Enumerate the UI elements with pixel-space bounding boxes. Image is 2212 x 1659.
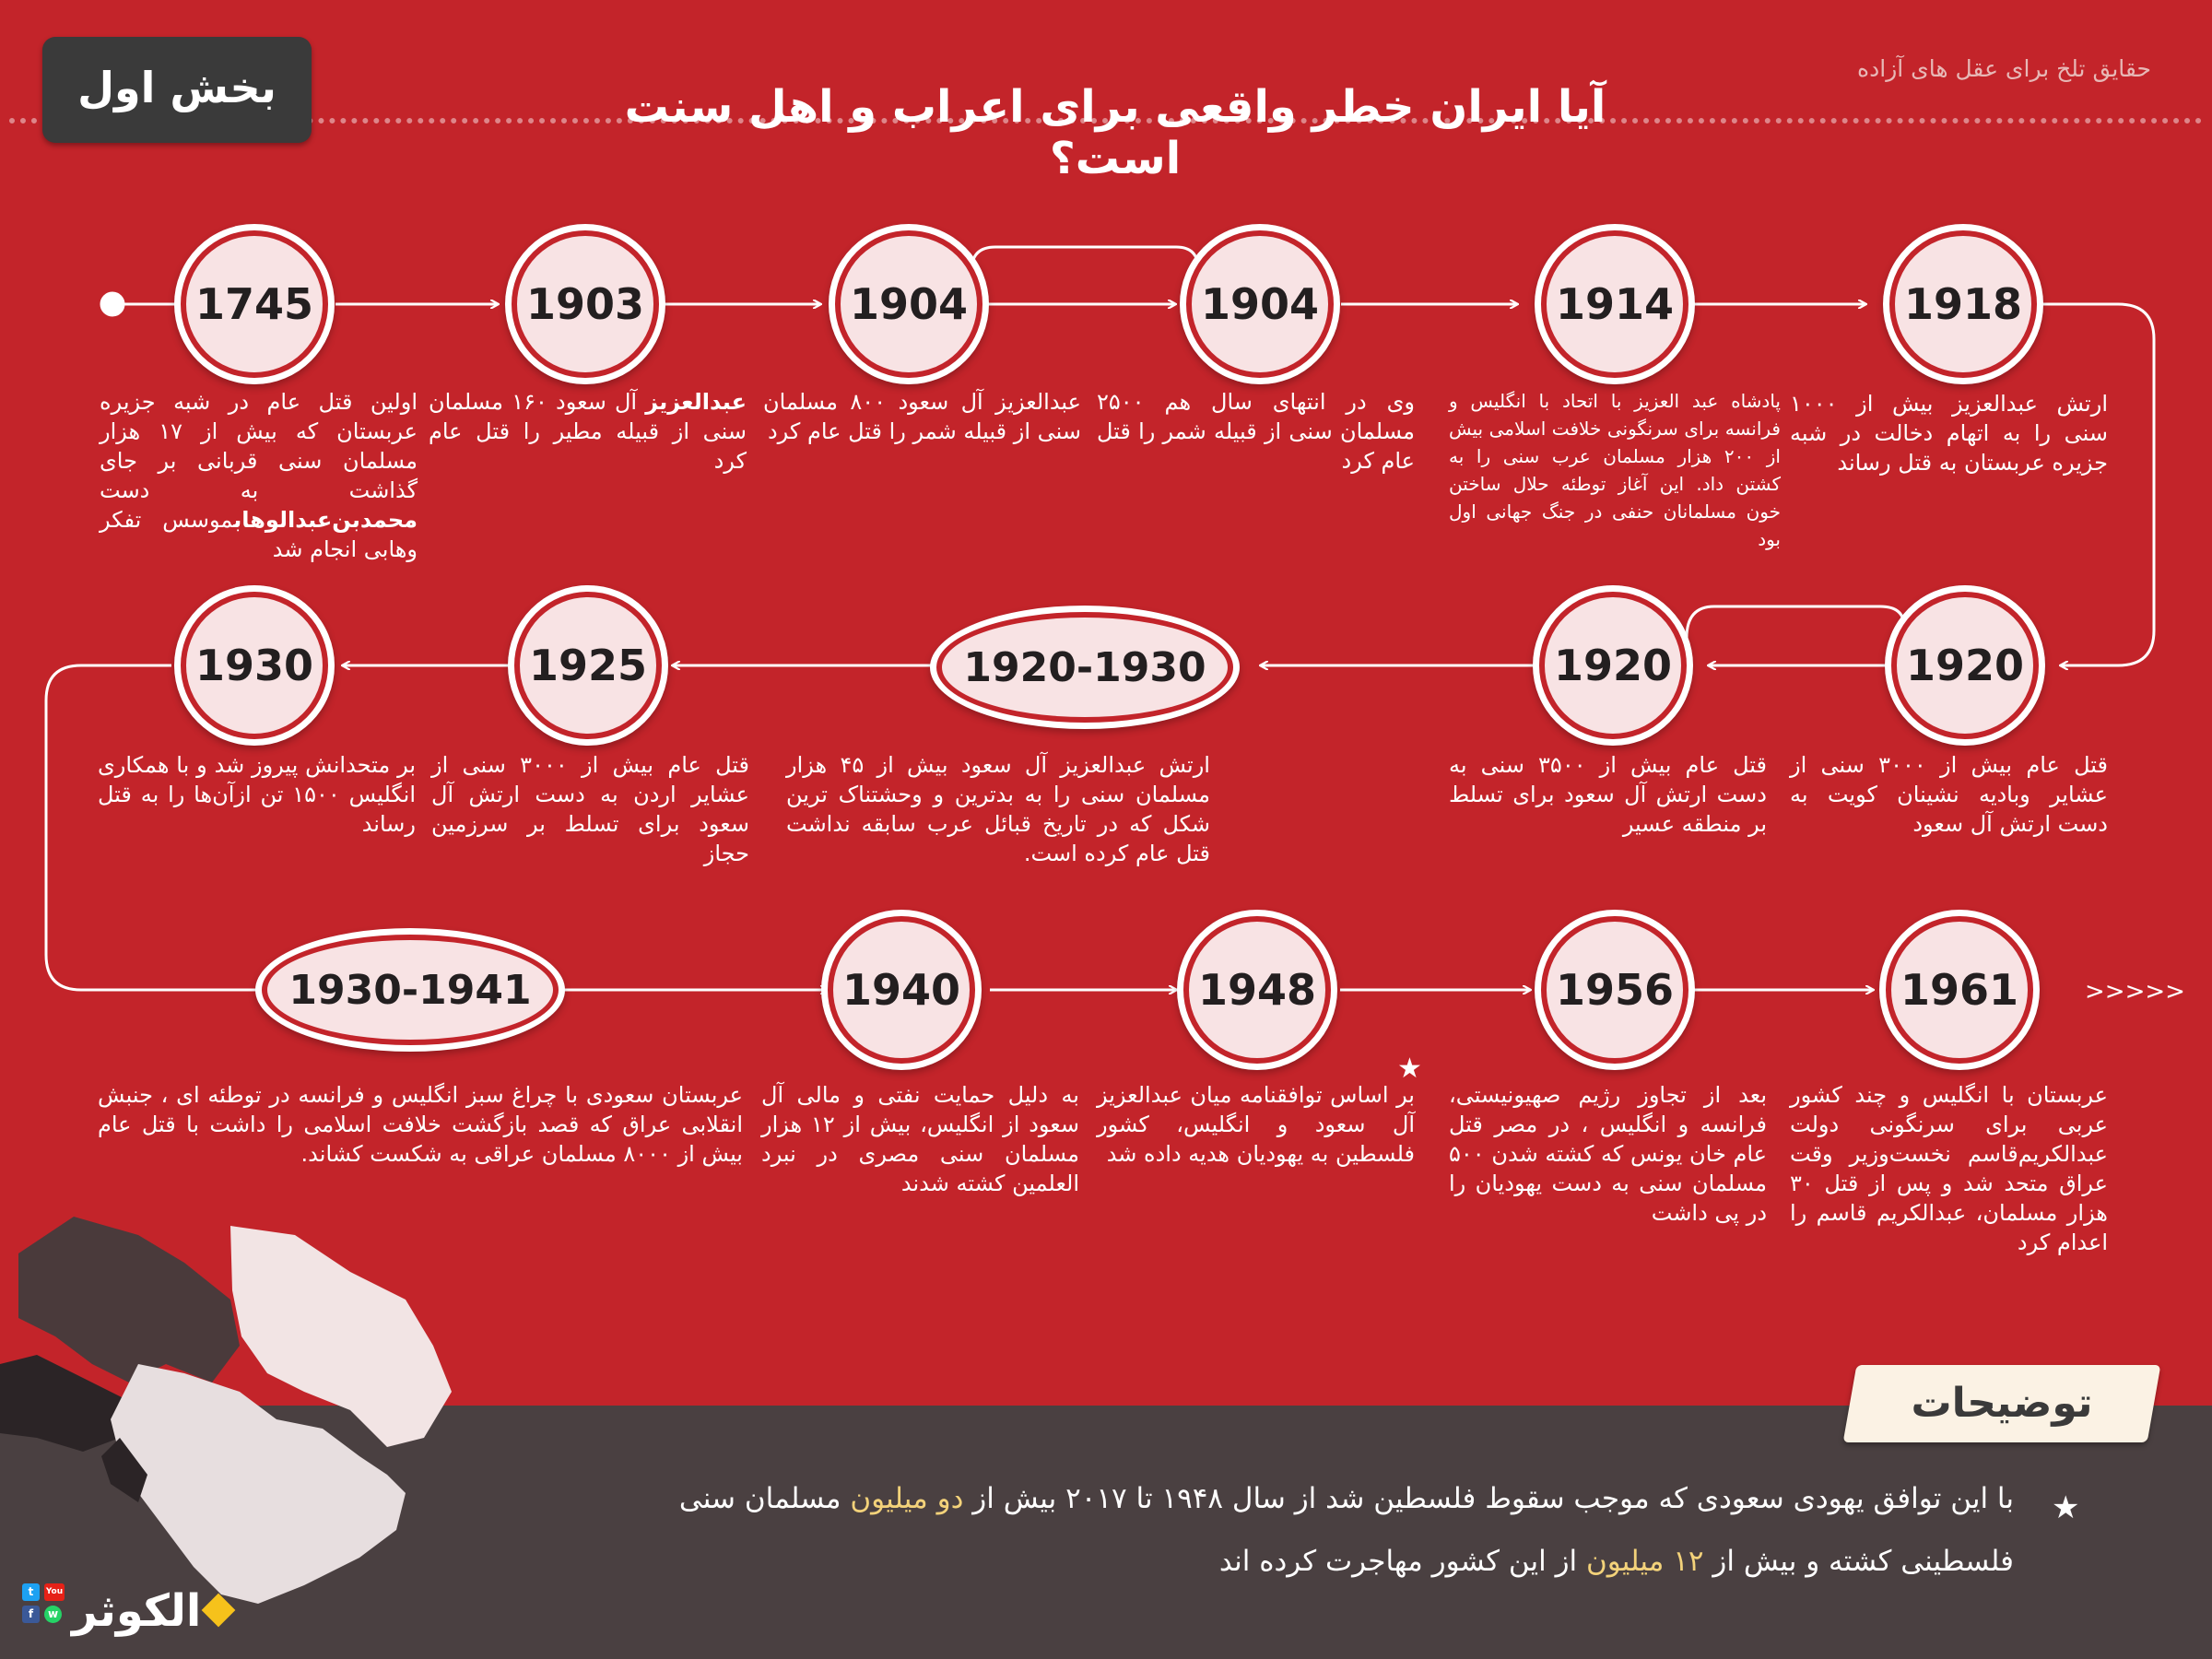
section-badge: بخش اول [42,37,312,143]
facebook-icon[interactable]: f [22,1606,40,1623]
event-1925-text: قتل عام بیش از ۳۰۰۰ سنی از عشایر اردن به دست ارتش آل سعود برای تسلط بر سرزمین حجاز [431,752,749,866]
event-1904-b-text: وی در انتهای سال هم ۲۵۰۰ مسلمان سنی از قبیله شمر را قتل عام کرد [1097,389,1415,474]
event-1904-a-text: عبدالعزیز آل سعود ۸۰۰ مسلمان سنی از قبیله شمر را قتل عام کرد [763,389,1081,444]
year-oval-1930-1941: 1930-1941 [262,935,559,1045]
year-circle-1925: 1925 [514,592,662,739]
explanations-tab: توضیحات [1843,1365,2161,1442]
top-caption: حقایق تلخ برای عقل های آزاده [1857,55,2151,82]
year-circle-1920-b: 1920 [1891,592,2039,739]
year-circle-1930: 1930 [181,592,328,739]
whatsapp-icon[interactable]: w [44,1606,62,1623]
year-circle-1904-a: 1904 [835,230,982,378]
year-circle-1918: 1918 [1889,230,2037,378]
year-circle-1956: 1956 [1541,916,1688,1064]
explanation-star-icon: ★ [2052,1489,2080,1526]
logo-diamond-icon [202,1594,236,1628]
youtube-icon[interactable]: You [44,1583,65,1601]
event-1930-text: بر متحدانش پیروز شد و با همکاری انگلیس ۱۵۰۰ تن ازآن‌ها را به قتل رساند [98,752,417,837]
event-1903-text: عبدالعزیز آل سعود ۱۶۰ مسلمان سنی از قبیله مطیر را قتل عام کرد [429,389,747,474]
explanation-line-2: فلسطینی کشته و بیش از ۱۲ میلیون از این کشور مهاجرت کرده اند [1218,1545,2014,1578]
year-circle-1904-b: 1904 [1186,230,1334,378]
year-oval-1920-1930: 1920-1930 [936,612,1233,723]
event-1948-text: بر اساس توافقنامه میان عبدالعزیز آل سعود و انگلیس، کشور فلسطین به یهودیان هدیه داده شد [1097,1082,1415,1167]
event-1920-a-text: قتل عام بیش از ۳۵۰۰ سنی به دست ارتش آل سعود برای تسلط بر منطقه عسیر [1449,752,1767,837]
year-circle-1903: 1903 [512,230,659,378]
explanation-line-1: با این توافق یهودی سعودی که موجب سقوط فلسطین شد از سال ۱۹۴۸ تا ۲۰۱۷ بیش از دو میلیون مسلمان سنی [678,1482,2014,1515]
event-1940-text: به دلیل حمایت نفتی و مالی آل سعود از انگلیس، بیش از ۱۲ هزار مسلمان سنی مصری در نبرد العلمین کشته شدند [761,1082,1079,1196]
year-circle-1920-a: 1920 [1539,592,1687,739]
event-1930-1941-text: عربستان سعودی با چراغ سبز انگلیس و فرانسه در توطئه ای ، جنبش انقلابی عراق که قصد بازگشت خلافت اسلامی را داشت با قتل عام بیش از ۸۰۰۰ مسلمان عراقی به شکست کشاند. [98,1082,743,1167]
event-1745-text: اولین قتل عام در شبه جزیره عربستان که بیش از ۱۷ هزار مسلمان سنی قربانی بر جای گذاشت به دست محمدبن‌عبدالوهابموسس تفکر وهابی انجام شد [100,389,418,562]
timeline-start-dot [101,293,124,315]
continue-arrows: >>>>> [2085,978,2185,1006]
footnote-star-icon: ★ [1397,1053,1422,1085]
alkawthar-logo [17,1583,230,1641]
twitter-icon[interactable]: t [22,1583,40,1601]
event-1914-text: پادشاه عبد العزیز با اتحاد با انگلیس و فرانسه برای سرنگونی خلافت اسلامی بیش از ۲۰۰ هزار مسلمان عرب سنی را به کشتن داد. این آغاز توطئه حلال ساختن خون مسلمانان حنفی در جنگ جهانی اول بود [1449,390,1781,550]
event-1920-b-text: قتل عام بیش از ۳۰۰۰ سنی از عشایر وبادیه نشینان کویت به دست ارتش آل سعود [1790,752,2108,837]
event-1961-text: عربستان با انگلیس و چند کشور عربی برای سرنگونی دولت عبدالکریم‌قاسم نخست‌وزیر وقت عراق متحد شد و پس از قتل ۳۰ هزار مسلمان، عبدالکریم قاسم را اعدام کرد [1790,1082,2108,1255]
year-circle-1914: 1914 [1541,230,1688,378]
year-circle-1745: 1745 [181,230,328,378]
event-1956-text: بعد از تجاوز رژیم صهیونیستی، فرانسه و انگلیس ، در مصر قتل عام خان یونس که کشته شدن ۵۰۰ مسلمان سنی به دست یهودیان را در پی داشت [1449,1082,1767,1226]
year-circle-1948: 1948 [1183,916,1331,1064]
event-1918-text: ارتش عبدالعزیز بیش از ۱۰۰۰ سنی را به اتهام دخالت در شبه جزیره عربستان به قتل رساند [1790,391,2108,476]
year-circle-1961: 1961 [1886,916,2033,1064]
page-title: آیا ایران خطر واقعی برای اعراب و اهل سنت است؟ [624,81,1606,184]
logo-text: الکوثر [72,1585,202,1637]
year-circle-1940: 1940 [828,916,975,1064]
event-1920-1930-text: ارتش عبدالعزیز آل سعود بیش از ۴۵ هزار مسلمان سنی را به بدترین و وحشتناک ترین شکل که در تاریخ قبائل عرب سابقه نداشت قتل عام کرده است. [786,752,1210,866]
